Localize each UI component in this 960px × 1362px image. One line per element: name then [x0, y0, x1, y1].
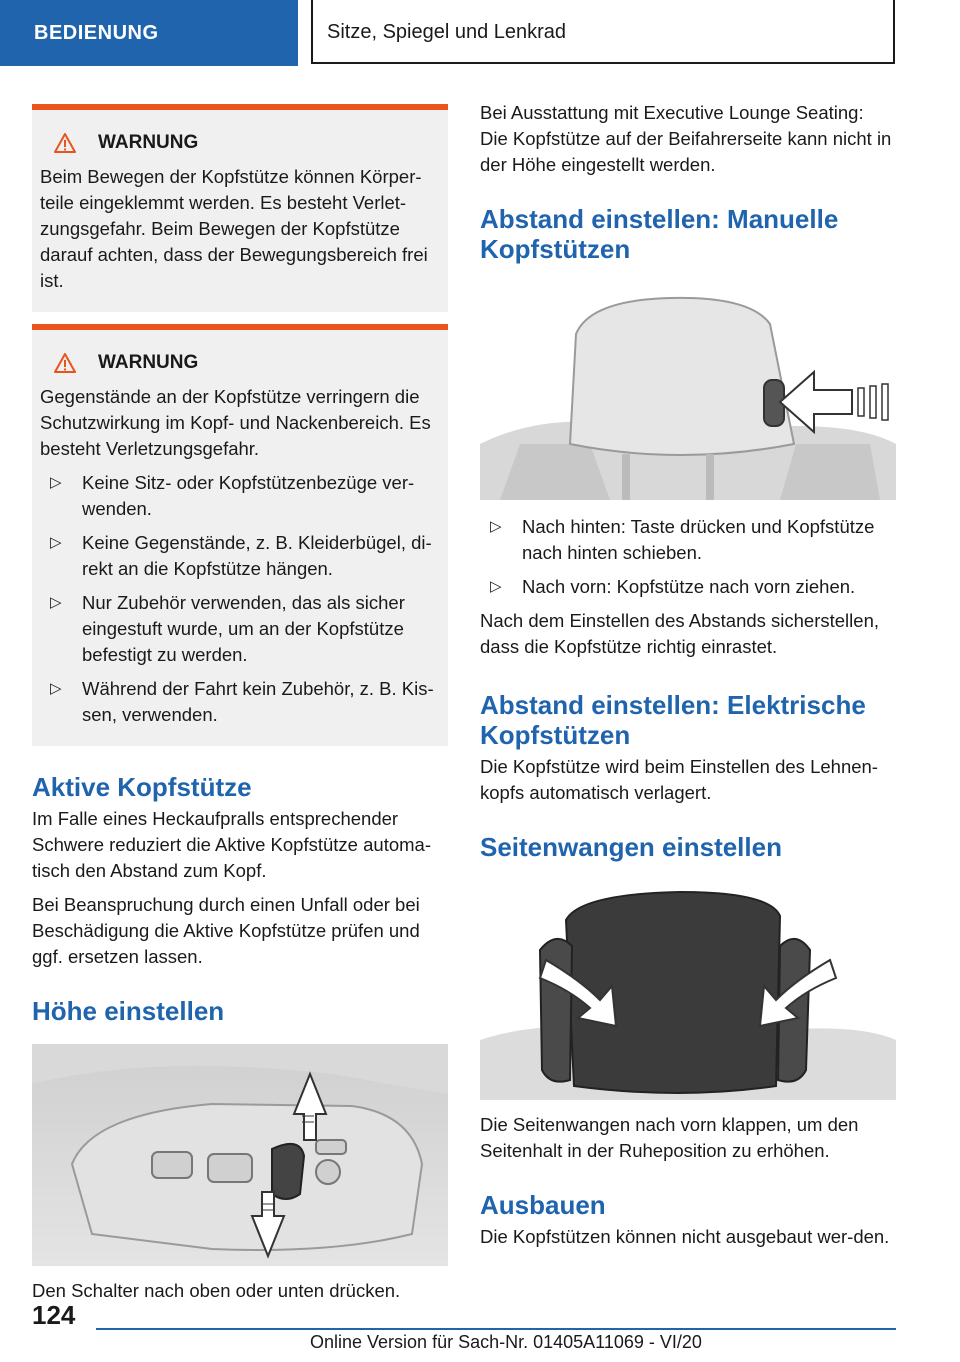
triangle-right-icon: ▷ [490, 578, 502, 595]
page-number: 124 [32, 1300, 76, 1330]
removal-heading: Ausbauen [480, 1190, 606, 1220]
warning-title [54, 132, 440, 154]
triangle-right-icon: ▷ [50, 594, 62, 611]
triangle-right-icon: ▷ [50, 680, 62, 697]
electric-distance-text: Die Kopfstütze wird beim Einstellen des Lehnen-kopfs automatisch verlagert. [480, 756, 878, 803]
active-headrest-text-2: Bei Beanspruchung durch einen Unfall oder bei Beschädigung die Aktive Kopfstütze prüfen und ggf. ersetzen lassen. [32, 894, 420, 967]
footer-divider [96, 1328, 896, 1330]
side-wings-text: Die Seitenwangen nach vorn klappen, um den Seitenhalt in der Ruheposition zu erhöhen. [480, 1114, 859, 1161]
active-headrest-heading: Aktive Kopfstütze [32, 772, 252, 802]
warning-box-2 [32, 324, 448, 746]
warning-title [54, 352, 440, 374]
triangle-right-icon: ▷ [50, 474, 62, 491]
header-chapter-title: Sitze, Spiegel und Lenkrad [311, 0, 895, 64]
triangle-right-icon: ▷ [490, 518, 502, 535]
electric-distance-heading: Abstand einstellen: Elektrische Kopfstützen [480, 690, 866, 750]
left-column [32, 104, 448, 1304]
list-item: ▷ Nach hinten: Taste drücken und Kopfstütze nach hinten schieben. [490, 516, 875, 563]
header-section-tab: BEDIENUNG [0, 0, 298, 66]
warning-text: Beim Bewegen der Kopfstütze können Körper-teile eingeklemmt werden. Es besteht Verlet-zungsgefahr. Beim Bewegen der Kopfstütze darauf achten, dass der Bewegungsbereich frei ist. [40, 166, 428, 291]
list-item: ▷ Keine Gegenstände, z. B. Kleiderbügel, di-rekt an die Kopfstütze hängen. [50, 532, 432, 579]
height-heading: Höhe einstellen [32, 996, 225, 1026]
footer-version-text: Online Version für Sach-Nr. 01405A11069 - VI/20 [310, 1332, 702, 1352]
seat-switch-illustration [32, 1044, 448, 1266]
warning-title-label: WARNUNG [98, 132, 199, 153]
warning-triangle-icon [54, 133, 76, 153]
side-wings-illustration [480, 890, 896, 1100]
manual-distance-heading: Abstand einstellen: Manuelle Kopfstützen [480, 204, 839, 264]
executive-lounge-note: Bei Ausstattung mit Executive Lounge Seating: Die Kopfstütze auf der Beifahrerseite kann nicht in der Höhe eingestellt werden. [480, 102, 892, 175]
triangle-right-icon: ▷ [50, 534, 62, 551]
list-item: ▷ Nach vorn: Kopfstütze nach vorn ziehen. [480, 574, 896, 600]
list-item: ▷ Keine Sitz- oder Kopfstützenbezüge ver-wenden. [50, 472, 415, 519]
list-item: ▷ Während der Fahrt kein Zubehör, z. B. Kis-sen, verwenden. [50, 678, 434, 725]
active-headrest-text-1: Im Falle eines Heckaufpralls entsprechender Schwere reduziert die Aktive Kopfstütze automa-tisch den Abstand zum Kopf. [32, 808, 431, 881]
warning-title-label: WARNUNG [98, 352, 199, 373]
right-column [480, 100, 896, 1250]
manual-distance-list [480, 514, 896, 600]
removal-text: Die Kopfstützen können nicht ausgebaut wer-den. [480, 1226, 890, 1247]
manual-distance-note: Nach dem Einstellen des Abstands sicherstellen, dass die Kopfstütze richtig einrastet. [480, 610, 879, 657]
list-item: ▷ Nur Zubehör verwenden, das als sicher eingestuft wurde, um an der Kopfstütze befestigt zu werden. [50, 592, 405, 665]
side-wings-heading: Seitenwangen einstellen [480, 832, 782, 862]
warning-text: Gegenstände an der Kopfstütze verringern die Schutzwirkung im Kopf- und Nackenbereich. Es besteht Verletzungsgefahr. [40, 386, 431, 459]
warning-box-1 [32, 104, 448, 312]
height-caption: Den Schalter nach oben oder unten drücken. [32, 1280, 401, 1301]
manual-headrest-illustration [480, 294, 896, 500]
warning-triangle-icon [54, 353, 76, 373]
warning-list [40, 470, 440, 728]
